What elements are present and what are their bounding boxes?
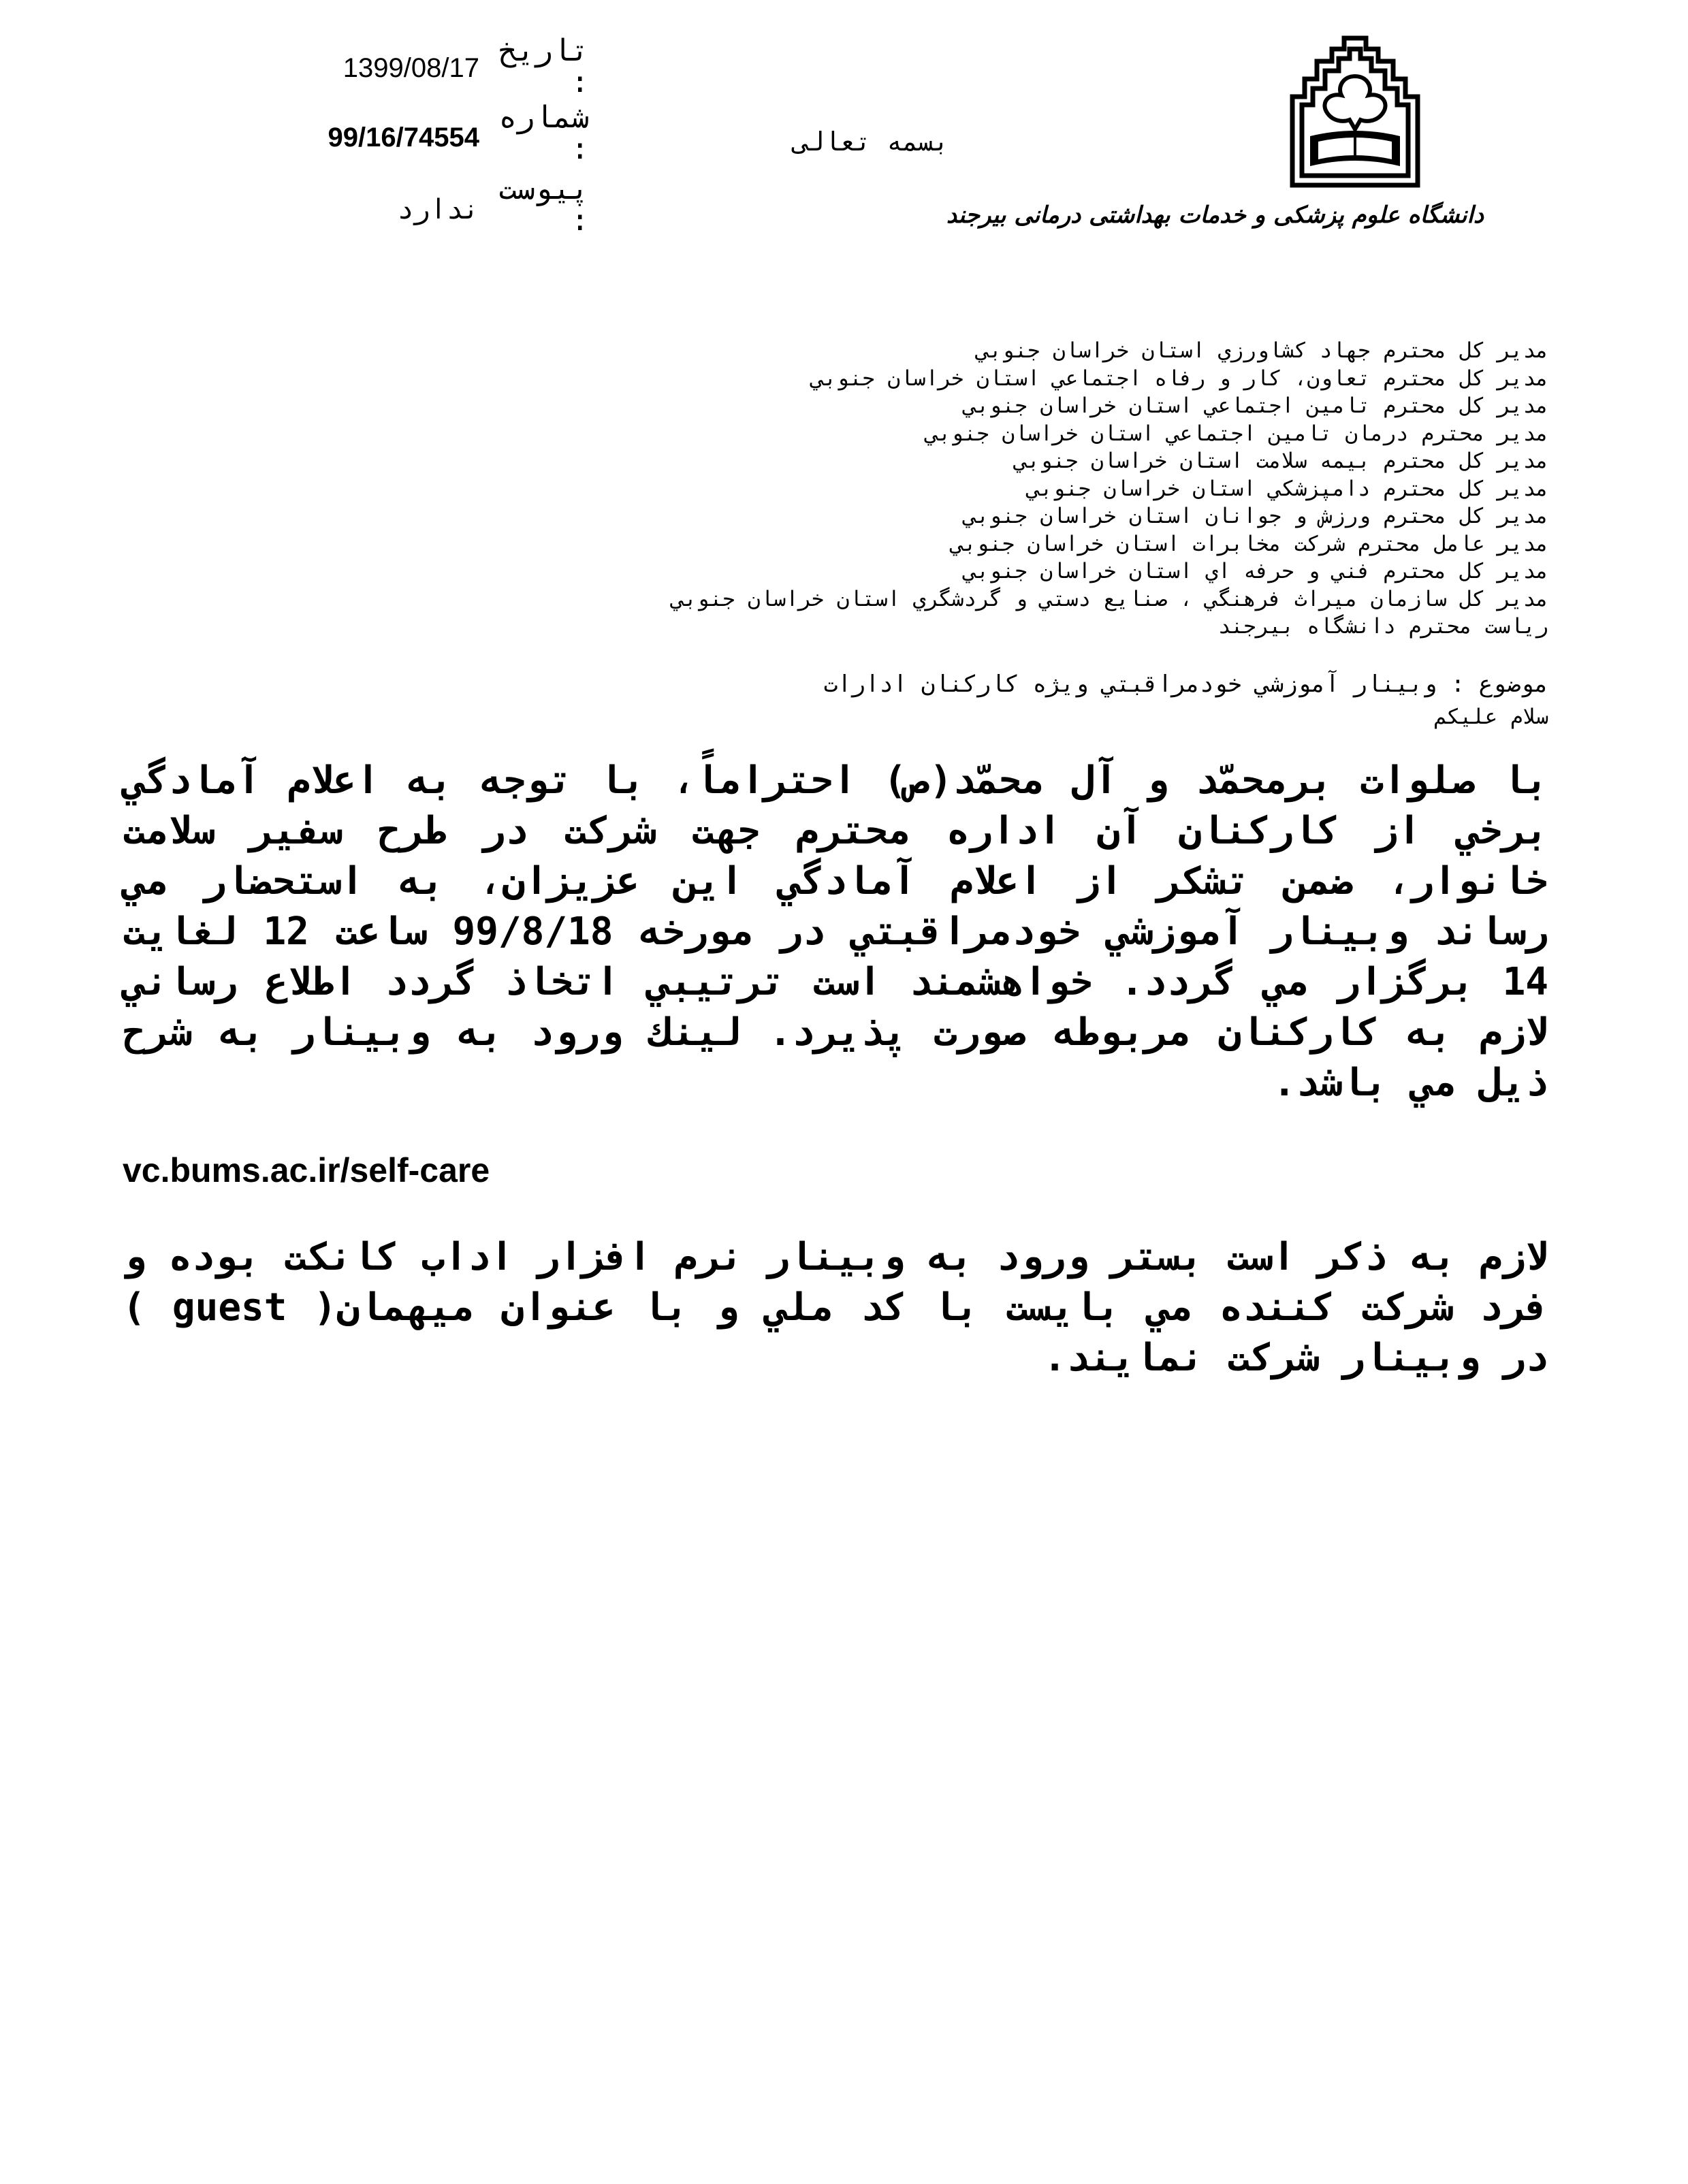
body-paragraph-2: لازم به ذكر است بستر ورود به وبينار نرم افزار اداب كانكت بوده و فرد شركت كننده مي بايست با كد ملي و با عنوان ميهمان( guest ) در وبينار شركت نمايند.	[123, 1235, 1548, 1380]
date-value: 1399/08/17	[343, 53, 479, 83]
number-label: شماره :	[498, 100, 589, 166]
recipient-line: مدير محترم درمان تامين اجتماعي استان خراسان جنوبي	[925, 421, 1548, 446]
basmala: بسمه تعالی	[793, 127, 949, 157]
attachment-value: ندارد	[397, 194, 479, 225]
number-value: 99/16/74554	[328, 123, 479, 152]
subject-line: موضوع : وبينار آموزشي خودمراقبتي ويژه كاركنان ادارات	[823, 671, 1548, 698]
recipient-line: مدير عامل محترم شركت مخابرات استان خراسان جنوبي	[951, 531, 1548, 556]
greeting: سلام عليكم	[1434, 705, 1548, 729]
recipient-line: مدير كل محترم تعاون، كار و رفاه اجتماعي استان خراسان جنوبي	[811, 366, 1548, 391]
recipient-line: مدير كل محترم فني و حرفه اي استان خراسان جنوبي	[964, 559, 1548, 583]
university-logo	[1287, 34, 1423, 191]
recipient-line: مدير كل محترم بيمه سلامت استان خراسان جنوبي	[1015, 449, 1548, 473]
webinar-link[interactable]: vc.bums.ac.ir/self-care	[123, 1151, 490, 1189]
recipient-line: مدير كل محترم جهاد كشاورزي استان خراسان جنوبي	[976, 338, 1548, 363]
recipient-line: مدير كل سازمان ميراث فرهنگي ، صنايع دستي و گردشگري استان خراسان جنوبي	[671, 586, 1548, 611]
recipient-line: رياست محترم دانشگاه بيرجند	[1217, 614, 1548, 639]
recipient-line: مدير كل محترم ورزش و جوانان استان خراسان جنوبي	[964, 504, 1548, 528]
date-label: تاریخ :	[498, 33, 589, 99]
body-paragraph-1: با صلوات برمحمّد و آل محمّد(ص) احتراماً، با توجه به اعلام آمادگي برخي از كاركنان آن اداره محترم جهت شركت در طرح سفير سلامت خانوار، ضمن تشكر از اعلام آمادگي اين عزيزان، به استحضار مي رساند وبينار آموزشي خودمراقبتي در مورخه 99/8/18 ساعت 12 لغايت 14 برگزار مي گردد. خواهشمند است ترتيبي اتخاذ گردد اطلاع رساني لازم به كاركنان مربوطه صورت پذيرد. لينك ورود به وبينار به شرح ذيل مي باشد.	[123, 758, 1548, 1105]
recipient-line: مدير كل محترم دامپزشكي استان خراسان جنوبي	[1027, 476, 1548, 501]
recipients-list	[255, 337, 1548, 641]
recipient-line: مدير كل محترم تامين اجتماعي استان خراسان جنوبي	[964, 394, 1548, 418]
attachment-label: پیوست :	[498, 172, 589, 238]
university-name: دانشگاه علوم پزشکی و خدمات بهداشتی درمانی بیرجند	[946, 202, 1484, 229]
